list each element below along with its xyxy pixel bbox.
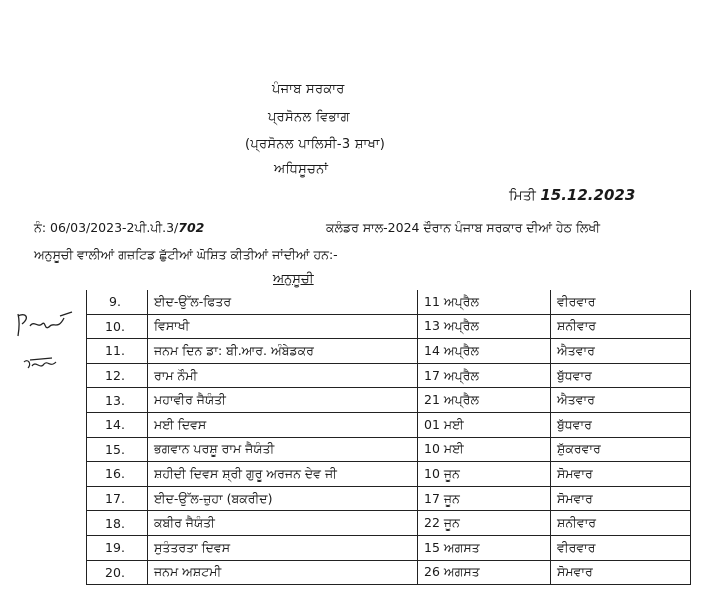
intro-line-2: ਅਨੁਸੂਚੀ ਵਾਲੀਆਂ ਗਜ਼ਟਿਡ ਛੁੱਟੀਆਂ ਘੋਸ਼ਿਤ ਕੀਤੀਆਂ ਜਾਂਦੀਆਂ ਹਨ:- <box>34 247 338 262</box>
table-row <box>87 290 691 314</box>
table-row <box>87 535 691 560</box>
serial-number-cell: 11. <box>87 339 148 364</box>
holiday-date-cell: 22 ਜੂਨ <box>418 511 551 536</box>
holiday-name-cell: ਸ਼ਹੀਦੀ ਦਿਵਸ ਸ਼੍ਰੀ ਗੁਰੂ ਅਰਜਨ ਦੇਵ ਜੀ <box>148 462 418 487</box>
table-row <box>87 314 691 339</box>
holiday-day-cell: ਸੋਮਵਾਰ <box>551 560 691 585</box>
holiday-name-cell: ਈਦ-ਉੱਲ-ਜ਼ੁਹਾ (ਬਕਰੀਦ) <box>148 486 418 511</box>
holiday-day-cell: ਸੋਮਵਾਰ <box>551 486 691 511</box>
holiday-day-cell: ਬੁੱਧਵਾਰ <box>551 412 691 437</box>
holiday-name-cell: ਭਗਵਾਨ ਪਰਸ਼ੂ ਰਾਮ ਜੈਯੰਤੀ <box>148 437 418 462</box>
holiday-day-cell: ਸ਼ਨੀਵਾਰ <box>551 511 691 536</box>
holiday-name-cell: ਜਨਮ ਦਿਨ ਡਾ: ਬੀ.ਆਰ. ਅੰਬੇਡਕਰ <box>148 339 418 364</box>
notification-date <box>509 186 635 204</box>
date-label: ਮਿਤੀ <box>509 188 536 204</box>
serial-number-cell: 15. <box>87 437 148 462</box>
table-row <box>87 363 691 388</box>
header-branch: (ਪ੍ਰਸੋਨਲ ਪਾਲਿਸੀ-3 ਸ਼ਾਖਾ) <box>245 137 386 152</box>
table-row <box>87 437 691 462</box>
holiday-date-cell: 10 ਜੂਨ <box>418 462 551 487</box>
serial-number-cell: 13. <box>87 388 148 413</box>
serial-number-cell: 17. <box>87 486 148 511</box>
holiday-name-cell: ਕਬੀਰ ਜੈਯੰਤੀ <box>148 511 418 536</box>
serial-number-cell: 20. <box>87 560 148 585</box>
holiday-name-cell: ਰਾਮ ਨੌਮੀ <box>148 363 418 388</box>
table-row <box>87 462 691 487</box>
serial-number-cell: 9. <box>87 290 148 314</box>
handwritten-initials-mark <box>14 308 76 338</box>
holiday-day-cell: ਐਤਵਾਰ <box>551 339 691 364</box>
table-row <box>87 511 691 536</box>
serial-number-cell: 10. <box>87 314 148 339</box>
serial-number-cell: 19. <box>87 535 148 560</box>
holiday-date-cell: 21 ਅਪ੍ਰੈਲ <box>418 388 551 413</box>
schedule-title: ਅਨੁਸੂਚੀ <box>273 272 314 287</box>
holiday-day-cell: ਸ਼ਨੀਵਾਰ <box>551 314 691 339</box>
holiday-day-cell: ਸੋਮਵਾਰ <box>551 462 691 487</box>
table-row <box>87 339 691 364</box>
header-government: ਪੰਜਾਬ ਸਰਕਾਰ <box>272 82 345 97</box>
reference-handwritten-number: 702 <box>178 220 205 235</box>
intro-line-1: ਕਲੰਡਰ ਸਾਲ-2024 ਦੌਰਾਨ ਪੰਜਾਬ ਸਰਕਾਰ ਦੀਆਂ ਹੇਠ ਲਿਖੀ <box>326 220 600 235</box>
holiday-name-cell: ਮਈ ਦਿਵਸ <box>148 412 418 437</box>
header-department: ਪ੍ਰਸੋਨਲ ਵਿਭਾਗ <box>268 110 350 125</box>
holiday-date-cell: 13 ਅਪ੍ਰੈਲ <box>418 314 551 339</box>
holiday-schedule-table <box>86 290 691 585</box>
table-row <box>87 486 691 511</box>
holiday-day-cell: ਬੁੱਧਵਾਰ <box>551 363 691 388</box>
holiday-date-cell: 10 ਮਈ <box>418 437 551 462</box>
holiday-date-cell: 17 ਅਪ੍ਰੈਲ <box>418 363 551 388</box>
reference-prefix: ਨੰ: 06/03/2023-2ਪੀ.ਪੀ.3/ <box>34 220 179 235</box>
serial-number-cell: 14. <box>87 412 148 437</box>
header-notification: ਅਧਿਸੂਚਨਾਂ <box>274 162 329 177</box>
holiday-date-cell: 11 ਅਪ੍ਰੈਲ <box>418 290 551 314</box>
holiday-name-cell: ਸੁਤੰਤਰਤਾ ਦਿਵਸ <box>148 535 418 560</box>
holiday-name-cell: ਜਨਮ ਅਸ਼ਟਮੀ <box>148 560 418 585</box>
serial-number-cell: 12. <box>87 363 148 388</box>
holiday-date-cell: 17 ਜੂਨ <box>418 486 551 511</box>
holiday-date-cell: 26 ਅਗਸਤ <box>418 560 551 585</box>
table-row <box>87 412 691 437</box>
holiday-date-cell: 14 ਅਪ੍ਰੈਲ <box>418 339 551 364</box>
reference-number <box>34 220 204 236</box>
holiday-day-cell: ਵੀਰਵਾਰ <box>551 290 691 314</box>
serial-number-cell: 18. <box>87 511 148 536</box>
holiday-name-cell: ਵਿਸਾਖੀ <box>148 314 418 339</box>
holiday-date-cell: 01 ਮਈ <box>418 412 551 437</box>
holiday-day-cell: ਸ਼ੁੱਕਰਵਾਰ <box>551 437 691 462</box>
handwritten-note-mark <box>22 356 60 374</box>
holiday-date-cell: 15 ਅਗਸਤ <box>418 535 551 560</box>
holiday-name-cell: ਈਦ-ਉੱਲ-ਫਿਤਰ <box>148 290 418 314</box>
holiday-day-cell: ਐਤਵਾਰ <box>551 388 691 413</box>
serial-number-cell: 16. <box>87 462 148 487</box>
table-row <box>87 560 691 585</box>
holiday-name-cell: ਮਹਾਵੀਰ ਜੈਯੰਤੀ <box>148 388 418 413</box>
table-row <box>87 388 691 413</box>
holiday-day-cell: ਵੀਰਵਾਰ <box>551 535 691 560</box>
date-value: 15.12.2023 <box>540 186 636 204</box>
